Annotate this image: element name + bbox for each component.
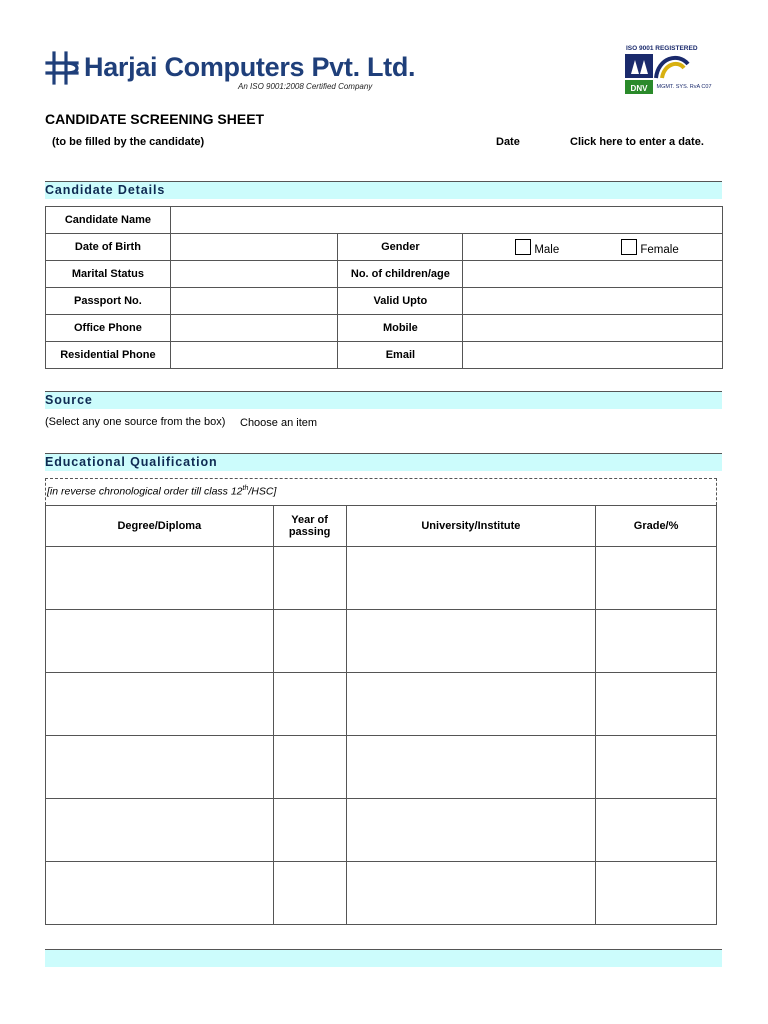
table-header-row [46,506,717,547]
date-picker-field[interactable]: Click here to enter a date. [570,136,704,148]
university-input[interactable] [346,799,596,862]
year-input[interactable] [273,547,346,610]
valid-upto-input[interactable] [463,288,723,315]
degree-input[interactable] [46,673,274,736]
university-input[interactable] [346,547,596,610]
grade-input[interactable] [596,673,717,736]
table-row [46,207,723,234]
email-input[interactable] [463,342,723,369]
table-row [46,799,717,862]
mobile-input[interactable] [463,315,723,342]
section-bar-source [45,391,722,409]
section-bar-candidate-details [45,181,722,199]
date-label: Date [496,136,520,148]
iso-caption: ISO 9001 REGISTERED [626,45,698,52]
label-children: No. of children/age [338,261,463,288]
table-row [46,315,723,342]
year-input[interactable] [273,673,346,736]
label-marital-status: Marital Status [46,261,171,288]
female-label: Female [640,243,679,256]
university-input[interactable] [346,610,596,673]
iso-certification-badge [622,44,712,106]
source-hint: (Select any one source from the box) [45,416,226,428]
company-name: Harjai Computers Pvt. Ltd. [84,52,416,82]
company-logo-mark [44,50,80,86]
label-residential-phone: Residential Phone [46,342,171,369]
grade-input[interactable] [596,799,717,862]
residential-phone-input[interactable] [170,342,338,369]
children-input[interactable] [463,261,723,288]
page-title: CANDIDATE SCREENING SHEET [45,111,265,127]
table-row [46,736,717,799]
column-header-university: University/Institute [346,506,596,547]
degree-input[interactable] [46,610,274,673]
year-input[interactable] [273,862,346,925]
table-row [46,673,717,736]
grade-input[interactable] [596,610,717,673]
table-row [46,610,717,673]
female-checkbox[interactable] [621,239,637,255]
label-date-of-birth: Date of Birth [46,234,171,261]
gender-options [463,234,723,261]
passport-input[interactable] [170,288,338,315]
source-dropdown[interactable]: Choose an item [240,417,318,429]
table-row [46,234,723,261]
column-header-degree: Degree/Diploma [46,506,274,547]
table-row [46,547,717,610]
iso-brand: DNV [630,84,648,93]
university-input[interactable] [346,673,596,736]
year-input[interactable] [273,736,346,799]
office-phone-input[interactable] [170,315,338,342]
section-bar-empty [45,949,722,967]
column-header-year: Year of passing [273,506,346,547]
label-gender: Gender [338,234,463,261]
section-title-education: Educational Qualification [45,455,218,469]
table-row [46,288,723,315]
male-label: Male [534,243,560,256]
degree-input[interactable] [46,547,274,610]
label-office-phone: Office Phone [46,315,171,342]
degree-input[interactable] [46,862,274,925]
table-row [46,261,723,288]
section-title-source: Source [45,393,93,407]
grade-input[interactable] [596,862,717,925]
label-candidate-name: Candidate Name [46,207,171,234]
university-input[interactable] [346,862,596,925]
year-input[interactable] [273,799,346,862]
grade-input[interactable] [596,547,717,610]
label-valid-upto: Valid Upto [338,288,463,315]
table-row [46,862,717,925]
label-email: Email [338,342,463,369]
year-input[interactable] [273,610,346,673]
section-bar-education [45,453,722,471]
grade-input[interactable] [596,736,717,799]
male-checkbox[interactable] [515,239,531,255]
label-passport: Passport No. [46,288,171,315]
iso-side-text: MGMT. SYS. RvA C07 [656,84,712,90]
education-note: [in reverse chronological order till class 12th/HSC] [47,485,277,498]
marital-status-input[interactable] [170,261,338,288]
page-subtitle: (to be filled by the candidate) [52,136,205,148]
date-of-birth-input[interactable] [170,234,338,261]
university-input[interactable] [346,736,596,799]
column-header-grade: Grade/% [596,506,717,547]
label-mobile: Mobile [338,315,463,342]
education-table [45,505,717,925]
section-title-candidate-details: Candidate Details [45,183,166,197]
candidate-details-table [45,206,723,369]
degree-input[interactable] [46,799,274,862]
degree-input[interactable] [46,736,274,799]
table-row [46,342,723,369]
company-tagline: An ISO 9001:2008 Certified Company [238,82,373,91]
candidate-name-input[interactable] [170,207,722,234]
